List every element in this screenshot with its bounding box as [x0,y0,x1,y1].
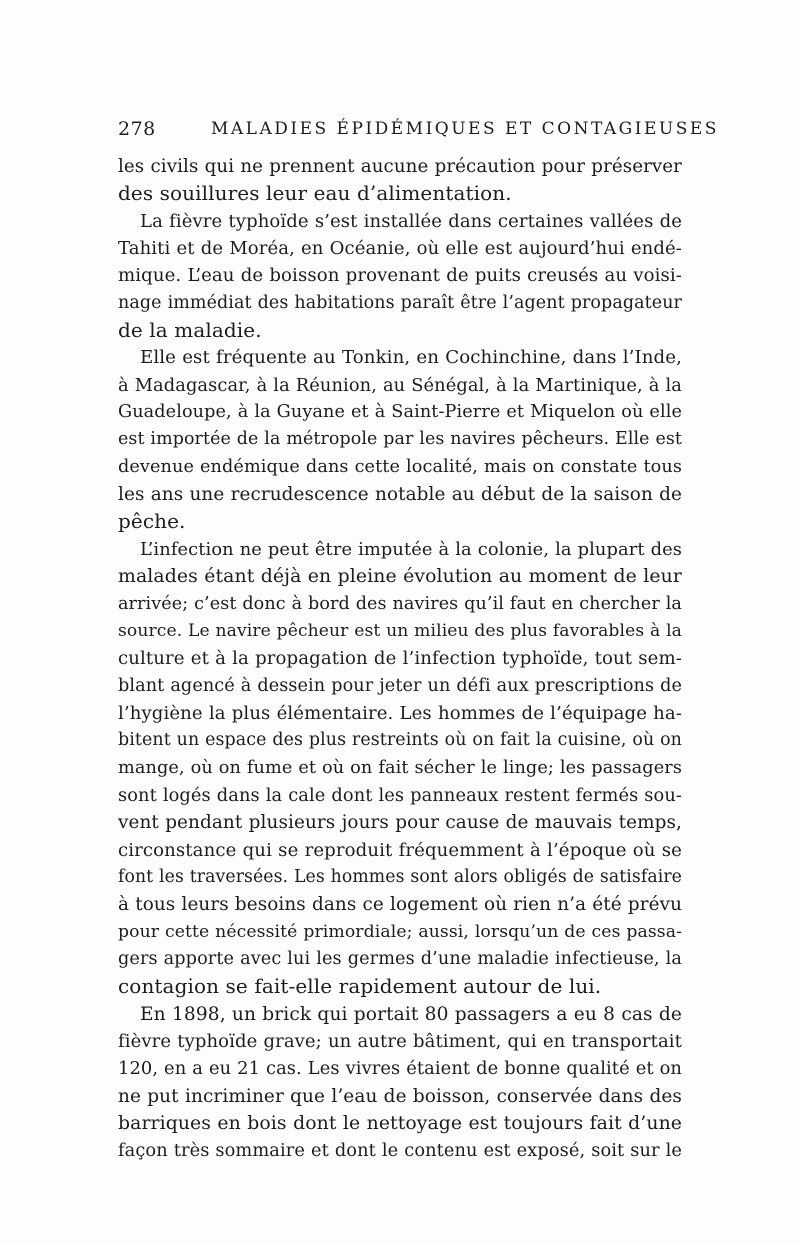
text-line: La fièvre typhoïde s’est installée dans certaines vallées de [140,210,682,232]
page-number: 278 [118,118,156,140]
text-line: mique. L’eau de boisson provenant de puits creusés au voisi- [118,265,682,287]
text-line: vent pendant plusieurs jours pour cause de mauvais temps, [118,812,682,834]
text-line: Guadeloupe, à la Guyane et à Saint-Pierre et Miquelon où elle [118,402,682,423]
text-line: circonstance qui se reproduit fréquemment à l’époque où se [118,839,682,861]
text-line: fièvre typhoïde grave; un autre bâtiment, qui en transportait [118,1031,682,1052]
text-line: des souillures leur eau d’alimentation. [118,181,512,206]
text-line: nage immédiat des habitations paraît être l’agent propagateur [118,292,682,313]
text-line: arrivée; c’est donc à bord des navires qu’il faut en chercher la [118,593,682,614]
text-line: 120, en a eu 21 cas. Les vivres étaient de bonne qualité et on [118,1058,682,1080]
text-line: l’hygiène la plus élémentaire. Les hommes de l’équipage ha- [118,702,682,724]
text-line: mange, où on fume et où on fait sécher le linge; les passagers [118,757,682,778]
text-line: blant agencé à dessein pour jeter un défi aux prescriptions de [118,675,682,696]
text-line: à tous leurs besoins dans ce logement où rien n’a été prévu [118,894,682,916]
page-header [118,118,719,146]
text-line: En 1898, un brick qui portait 80 passagers a eu 8 cas de [140,1003,682,1025]
text-line: ne put incriminer que l’eau de boisson, conservée dans des [118,1085,682,1107]
text-line: barriques en bois dont le nettoyage est toujours fait d’une [118,1113,682,1135]
text-line: culture et à la propagation de l’infection typhoïde, tout sem- [118,648,682,670]
text-line: sont logés dans la cale dont les panneaux restent fermés sou- [118,784,682,806]
text-line: pêche. [118,509,186,534]
text-line: de la maladie. [118,318,262,343]
text-line: à Madagascar, à la Réunion, au Sénégal, à la Martinique, à la [118,374,682,396]
text-line: font les traversées. Les hommes sont alors obligés de satisfaire [118,866,682,887]
text-line: façon très sommaire et dont le contenu est exposé, soit sur le [118,1140,682,1162]
text-line: contagion se fait-elle rapidement autour de lui. [118,974,602,999]
text-line: Tahiti et de Moréa, en Océanie, où elle est aujourd’hui endé- [118,238,682,260]
text-line: les civils qui ne prennent aucune précaution pour préserver [118,156,682,177]
body-text [118,153,682,1165]
text-line: devenue endémique dans cette localité, mais on constate tous [118,456,682,477]
text-line: Elle est fréquente au Tonkin, en Cochinchine, dans l’Inde, [140,347,682,369]
text-line: source. Le navire pêcheur est un milieu des plus favorables à la [118,620,682,641]
text-line: bitent un espace des plus restreints où on fait la cuisine, où on [118,730,682,751]
text-line: est importée de la métropole par les navires pêcheurs. Elle est [118,429,682,450]
running-title: MALADIES ÉPIDÉMIQUES ET CONTAGIEUSES [211,119,719,139]
text-line: malades étant déjà en pleine évolution au moment de leur [118,566,682,588]
text-line: pour cette nécessité primordiale; aussi, lorsqu’un de ces passa- [118,921,682,942]
text-line: les ans une recrudescence notable au début de la saison de [118,484,682,506]
text-line: gers apporte avec lui les germes d’une maladie infectieuse, la [118,948,682,969]
text-line: L’infection ne peut être imputée à la colonie, la plupart des [140,538,682,560]
